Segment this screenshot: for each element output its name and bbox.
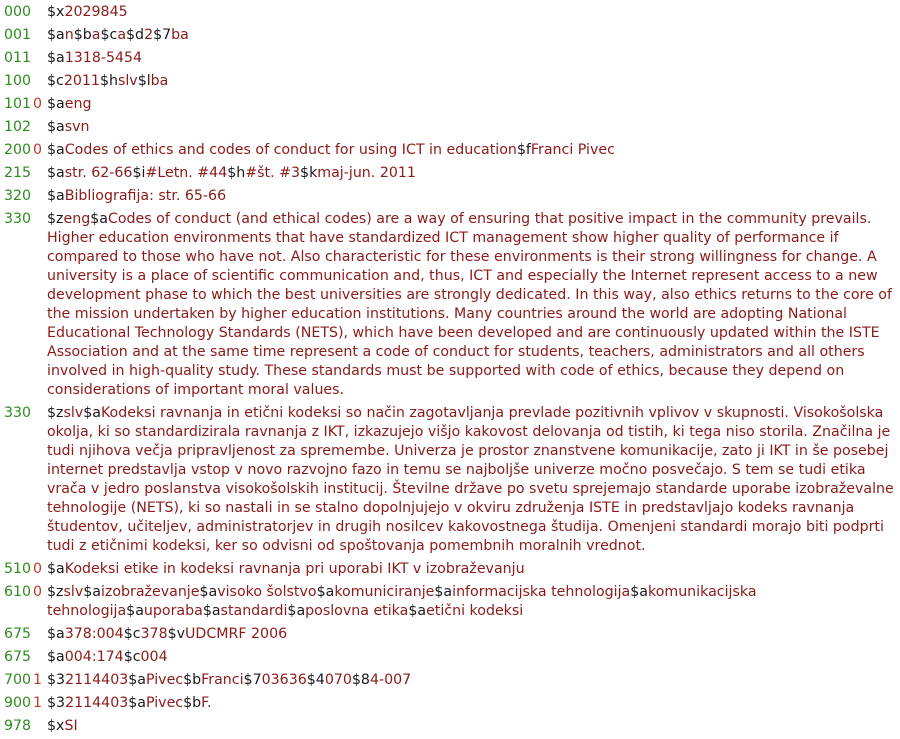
- field-content: [47, 73, 168, 89]
- subfield-code: $f: [516, 142, 531, 158]
- field-content: [47, 165, 416, 181]
- subfield-value: str. 62-66: [64, 165, 133, 181]
- subfield-code: $a: [126, 603, 144, 619]
- subfield-code: $3: [47, 695, 66, 711]
- field-content: [47, 649, 168, 665]
- field-content: [47, 718, 78, 734]
- field-tag: 675: [4, 649, 32, 665]
- field-content: [47, 188, 226, 204]
- subfield-code: $a: [47, 626, 65, 642]
- field-tag: 320: [4, 188, 32, 204]
- subfield-code: $d: [126, 27, 145, 43]
- subfield-code: $i: [132, 165, 146, 181]
- field-indicator: 0: [33, 96, 43, 112]
- subfield-code: $a: [316, 584, 335, 600]
- subfield-code: $7: [153, 27, 172, 43]
- field-tag: 200: [4, 142, 32, 158]
- subfield-value: Codes of ethics and codes of conduct for using ICT in education: [64, 142, 517, 158]
- marc-field-675: [0, 625, 900, 644]
- field-tag: 675: [4, 626, 32, 642]
- subfield-code: $a: [83, 584, 101, 600]
- subfield-code: $a: [47, 165, 65, 181]
- field-tag: 215: [4, 165, 32, 181]
- marc-field-978: [0, 717, 900, 736]
- field-tag: 330: [4, 211, 32, 227]
- field-content: [47, 626, 287, 642]
- subfield-code: $z: [47, 405, 64, 421]
- subfield-value: #Letn. #44: [145, 165, 228, 181]
- subfield-value: #št. #3: [245, 165, 301, 181]
- field-content: [47, 561, 525, 577]
- subfield-code: $h: [99, 73, 118, 89]
- subfield-code: $a: [630, 584, 648, 600]
- field-content: [47, 695, 212, 711]
- subfield-code: $a: [47, 142, 65, 158]
- subfield-code: $b: [183, 695, 202, 711]
- marc-field-900: [0, 694, 900, 713]
- subfield-value: 004:174: [64, 649, 124, 665]
- subfield-value: 2114403: [65, 695, 129, 711]
- subfield-value: Kodeksi ravnanja in etični kodeksi so način zagotavljanja prevlade pozitivnih vplivov v skupnosti. Visokošolska okolja, ki so standardizirala ravnanja z IKT, izkazujejo višjo kakovost delovanja od tistih, ki tega niso storila. Značilna je tudi njihova večja pripravljenost za spremembe. Univerza je prostor znanstvene komunikacije, zato ji IKT in še posebej internet predstavlja vstop v novo razvojno fazo in temu se najboljše univerze močno posvečajo. S tem se tudi etika vrača v jedro poslanstva visokošolskih institucij. Številne države po svetu sprejemajo standarde uporabe izobraževalne tehnologije (NETS), ki so nastali in se stalno dopolnjujejo v okviru združenja ISTE in predstavljajo kodeks ravnanja študentov, učiteljev, administratorjev in drugih nosilcev kakovostnega študija. Omenjeni standardi morajo biti podprti tudi z etičnimi kodeksi, ker so odvisni od spoštovanja pomembnih moralnih vrednot.: [47, 405, 894, 554]
- subfield-code: $a: [47, 188, 65, 204]
- subfield-code: $a: [47, 50, 65, 66]
- subfield-code: $a: [47, 561, 65, 577]
- subfield-value: 378:004: [64, 626, 124, 642]
- field-tag: 510: [4, 561, 32, 577]
- subfield-value: n: [64, 27, 74, 43]
- field-indicator: 1: [33, 695, 43, 711]
- subfield-code: $a: [47, 27, 65, 43]
- subfield-code: $4: [306, 672, 325, 688]
- subfield-value: Pivec: [145, 672, 184, 688]
- subfield-value: uporaba: [143, 603, 203, 619]
- subfield-value: Bibliografija: str. 65-66: [64, 188, 227, 204]
- marc-field-330: [0, 404, 900, 556]
- subfield-value: 4-007: [369, 672, 412, 688]
- subfield-value: 2011: [63, 73, 100, 89]
- subfield-value: standardi: [220, 603, 288, 619]
- marc-field-100: [0, 72, 900, 91]
- subfield-value: Codes of conduct (and ethical codes) are a way of ensuring that positive impact in the community prevails. Higher education environments that have standardized ICT management show higher quality of performance if compared to those who have not. Also characteristic for these environments is their strong willingness for change. A university is a place of scientific communication and, thus, ICT and especially the Internet represent access to a new development phase to which the best universities are strongly dedicated. In this way, also ethics returns to the core of the mission undertaken by higher education institutions. Many countries around the world are adopting National Educational Technology Standards (NETS), which have been developed and are continuously updated within the ISTE Association and at the same time represent a code of conduct for students, teachers, administrators and all others involved in high-quality study. These standards must be supported with code of ethics, because they depend on considerations of important moral values.: [47, 211, 892, 398]
- subfield-value: 2114403: [65, 672, 129, 688]
- subfield-value: komuniciranje: [334, 584, 435, 600]
- subfield-code: $z: [47, 584, 64, 600]
- subfield-value: 378: [140, 626, 168, 642]
- marc-field-215: [0, 164, 900, 183]
- subfield-code: $c: [100, 27, 118, 43]
- field-content: [47, 142, 615, 158]
- subfield-code: $a: [47, 649, 65, 665]
- subfield-code: $b: [183, 672, 202, 688]
- subfield-value: poslovna etika: [305, 603, 409, 619]
- subfield-value: 004: [140, 649, 168, 665]
- field-content: [47, 672, 411, 688]
- subfield-value: eng: [63, 211, 91, 227]
- marc-field-320: [0, 187, 900, 206]
- subfield-code: $b: [73, 27, 92, 43]
- subfield-value: eng: [64, 96, 92, 112]
- subfield-value: Franci: [201, 672, 244, 688]
- subfield-code: $k: [300, 165, 318, 181]
- field-tag: 001: [4, 27, 32, 43]
- field-tag: 102: [4, 119, 32, 135]
- subfield-value: SI: [64, 718, 78, 734]
- field-tag: 000: [4, 4, 32, 20]
- field-content: [47, 27, 189, 43]
- subfield-code: $x: [47, 4, 65, 20]
- field-content: [47, 584, 757, 619]
- subfield-value: Franci Pivec: [530, 142, 615, 158]
- subfield-code: $a: [199, 584, 218, 600]
- subfield-code: $x: [47, 718, 65, 734]
- field-content: [47, 96, 91, 112]
- field-content: [47, 50, 142, 66]
- field-content: [47, 119, 90, 135]
- subfield-code: $a: [128, 672, 146, 688]
- subfield-value: Kodeksi etike in kodeksi ravnanja pri uporabi IKT v izobraževanju: [64, 561, 525, 577]
- field-content: [47, 4, 128, 20]
- subfield-code: $c: [123, 626, 141, 642]
- marc-field-330: [0, 210, 900, 400]
- subfield-code: $3: [47, 672, 66, 688]
- subfield-code: $a: [202, 603, 221, 619]
- field-tag: 101: [4, 96, 32, 112]
- subfield-value: slv: [63, 405, 84, 421]
- subfield-code: $a: [83, 405, 101, 421]
- subfield-code: $c: [123, 649, 141, 665]
- field-tag: 610: [4, 584, 32, 600]
- subfield-code: $a: [47, 119, 65, 135]
- field-tag: 978: [4, 718, 32, 734]
- subfield-value: svn: [64, 119, 90, 135]
- subfield-code: $c: [47, 73, 64, 89]
- marc-field-011: [0, 49, 900, 68]
- subfield-value: 2029845: [64, 4, 128, 20]
- subfield-value: 1318-5454: [64, 50, 143, 66]
- marc-field-510: [0, 560, 900, 579]
- subfield-value: UDCMRF 2006: [185, 626, 288, 642]
- marc-field-102: [0, 118, 900, 137]
- subfield-value: izobraževanje: [100, 584, 200, 600]
- subfield-code: $z: [47, 211, 64, 227]
- subfield-code: $a: [47, 96, 65, 112]
- field-indicator: 0: [33, 584, 43, 600]
- subfield-code: $7: [243, 672, 262, 688]
- subfield-code: $l: [137, 73, 151, 89]
- marc-field-200: [0, 141, 900, 160]
- field-tag: 011: [4, 50, 32, 66]
- subfield-code: $a: [434, 584, 453, 600]
- field-content: [47, 405, 894, 554]
- field-tag: 330: [4, 405, 32, 421]
- subfield-code: $a: [128, 695, 146, 711]
- marc-field-000: [0, 3, 900, 22]
- subfield-value: 070: [324, 672, 352, 688]
- field-content: [47, 211, 892, 398]
- field-indicator: 0: [33, 561, 43, 577]
- marc-field-700: [0, 671, 900, 690]
- marc-field-675: [0, 648, 900, 667]
- field-tag: 100: [4, 73, 32, 89]
- subfield-value: a: [91, 27, 101, 43]
- subfield-value: informacijska tehnologija: [452, 584, 631, 600]
- subfield-value: a: [117, 27, 127, 43]
- marc-field-610: [0, 583, 900, 621]
- subfield-value: F.: [201, 695, 212, 711]
- subfield-code: $a: [287, 603, 306, 619]
- subfield-value: slv: [63, 584, 84, 600]
- field-tag: 900: [4, 695, 32, 711]
- marc-field-001: [0, 26, 900, 45]
- subfield-value: 2: [144, 27, 154, 43]
- subfield-code: $a: [90, 211, 108, 227]
- subfield-value: 03636: [261, 672, 307, 688]
- subfield-value: ba: [150, 73, 169, 89]
- subfield-code: $v: [167, 626, 186, 642]
- subfield-value: Pivec: [145, 695, 184, 711]
- subfield-value: slv: [117, 73, 138, 89]
- field-tag: 700: [4, 672, 32, 688]
- subfield-value: etični kodeksi: [426, 603, 524, 619]
- subfield-value: maj-jun. 2011: [317, 165, 416, 181]
- field-indicator: 0: [33, 142, 43, 158]
- subfield-code: $a: [408, 603, 427, 619]
- field-indicator: 1: [33, 672, 43, 688]
- subfield-value: ba: [171, 27, 189, 43]
- subfield-code: $h: [227, 165, 246, 181]
- subfield-code: $8: [351, 672, 370, 688]
- subfield-value: visoko šolstvo: [217, 584, 317, 600]
- marc-field-101: [0, 95, 900, 114]
- subfield-value: komunikacijska tehnologija: [47, 584, 757, 619]
